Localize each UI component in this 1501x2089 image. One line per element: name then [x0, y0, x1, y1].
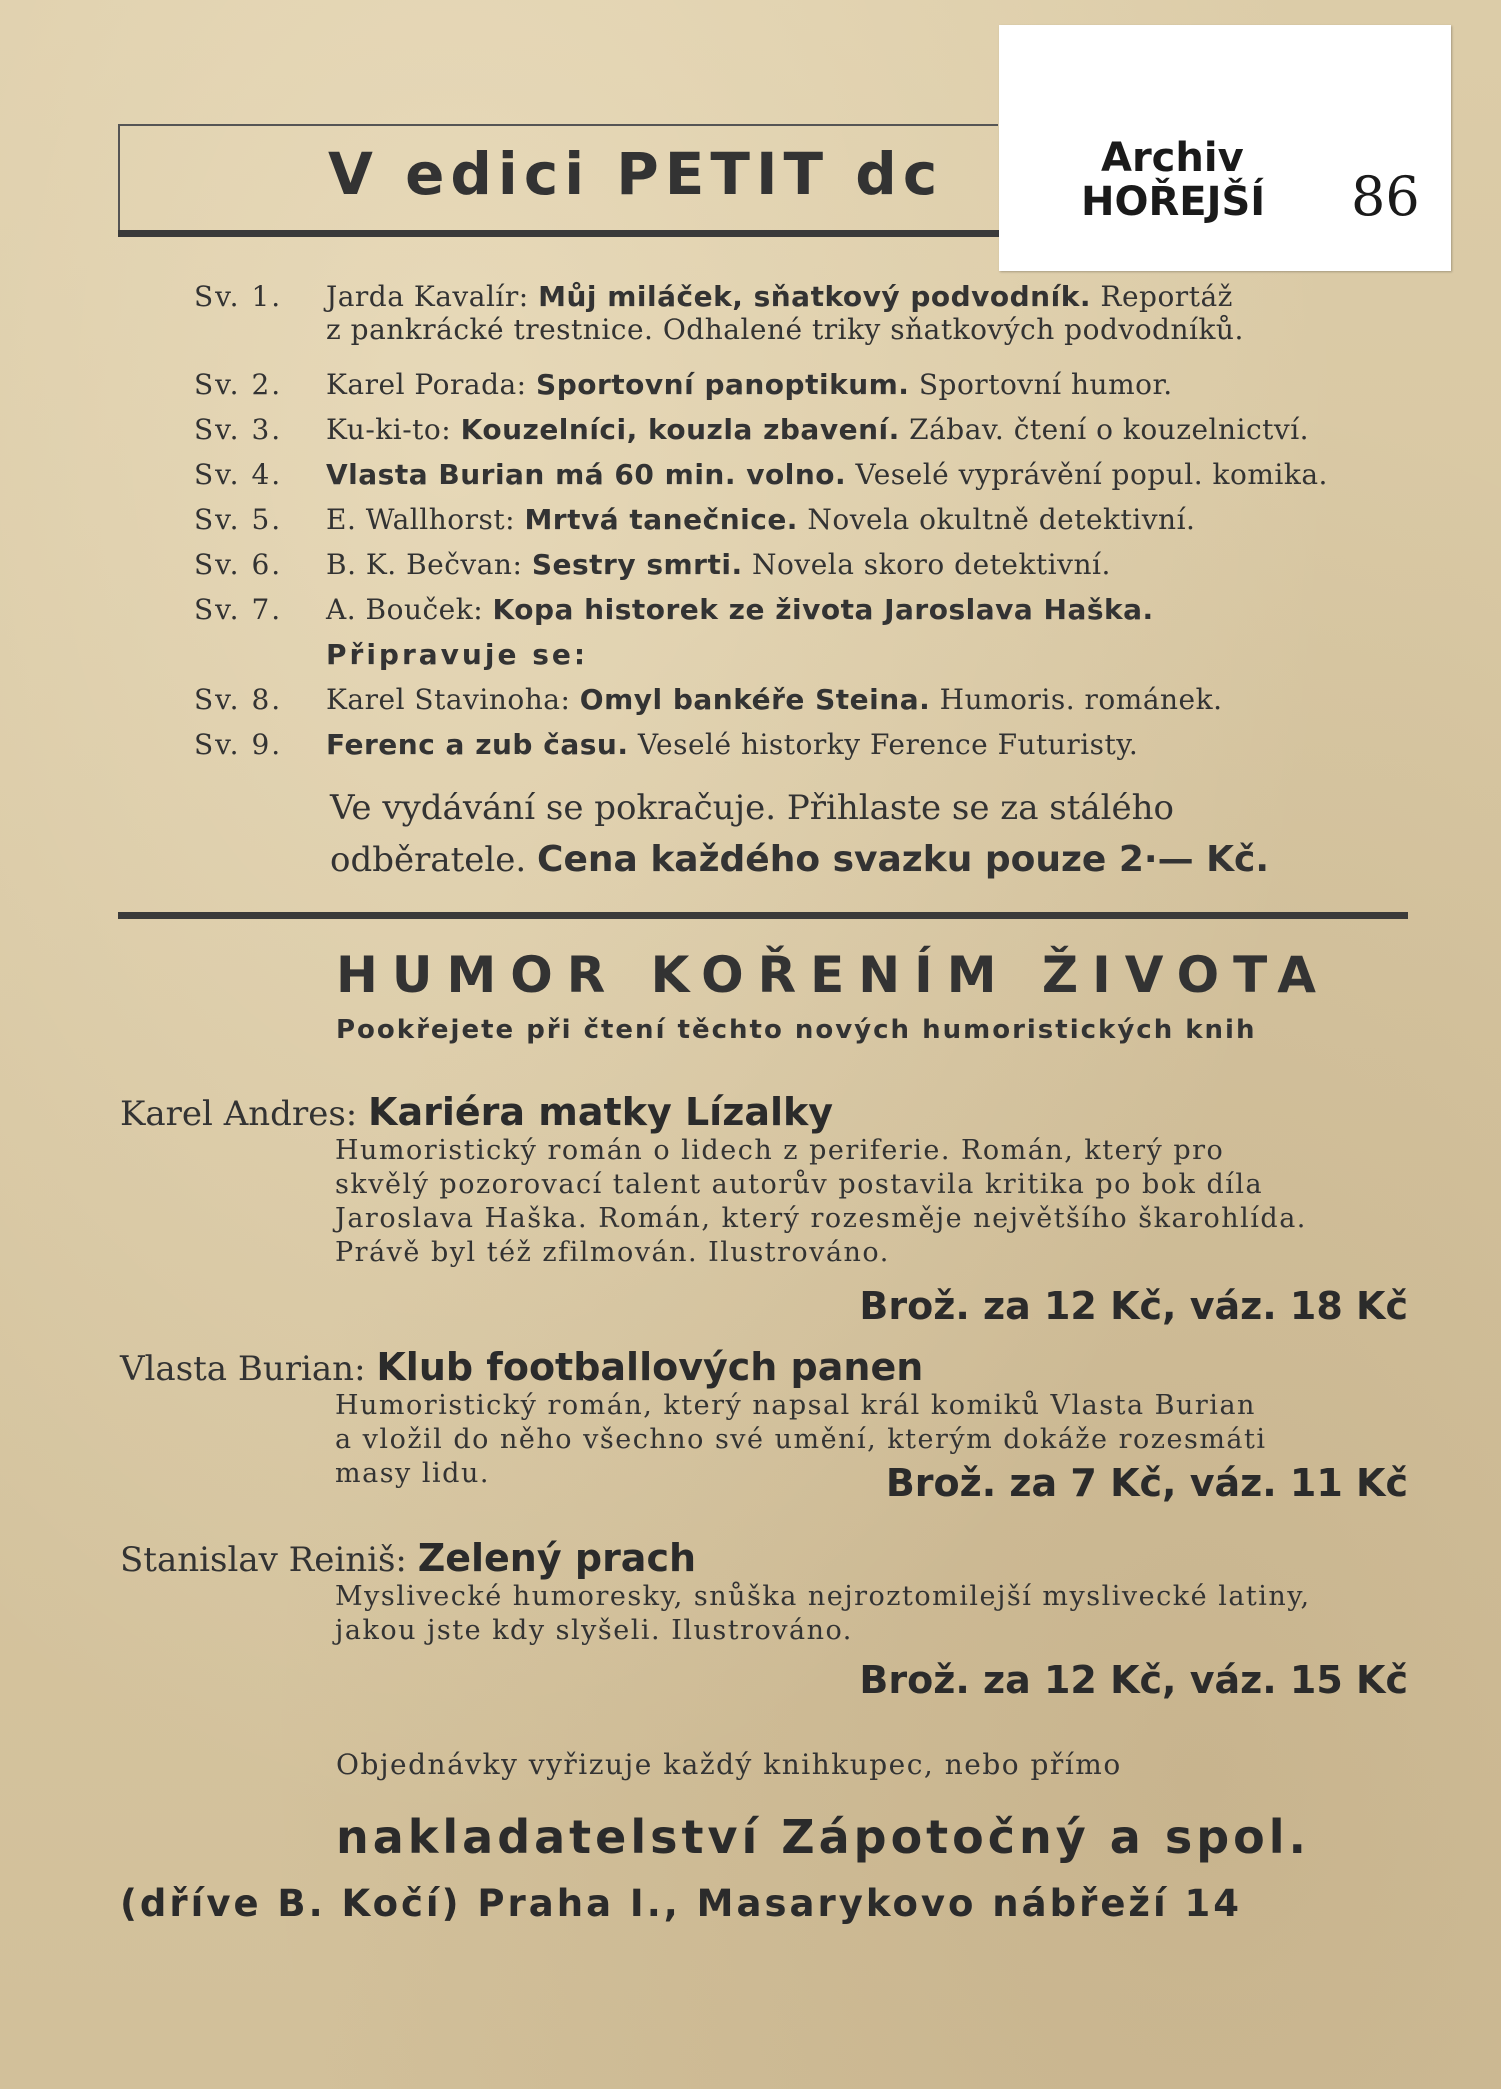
- list-item: [194, 413, 1414, 458]
- book-heading: [120, 1345, 1410, 1389]
- volume-title: Vlasta Burian má 60 min. volno.: [326, 458, 847, 491]
- volume-text: [326, 593, 1414, 626]
- volume-author: A. Bouček:: [326, 593, 484, 626]
- volume-author: E. Wallhorst:: [326, 503, 516, 536]
- volume-line2: z pankrácké trestnice. Odhalené triky sňatkových podvodníků.: [326, 313, 1244, 346]
- subscribe-line2: [330, 834, 1420, 886]
- series-title: V edici PETIT dc: [328, 140, 944, 208]
- volume-number: Sv. 7.: [194, 593, 283, 626]
- volume-number: Sv. 2.: [194, 368, 283, 401]
- volume-author: B. K. Bečvan:: [326, 548, 523, 581]
- description-line: a vložil do něho všechno své umění, kterým dokáže rozesmáti: [335, 1424, 1267, 1455]
- book-author: Karel Andres:: [120, 1094, 358, 1134]
- book-description: [335, 1580, 1410, 1648]
- description-line: skvělý pozorovací talent autorův postavila kritika po bok díla: [335, 1169, 1264, 1200]
- book-entry: [120, 1345, 1410, 1505]
- description-line: Myslivecké humoresky, snůška nejroztomilejší myslivecké latiny,: [335, 1581, 1311, 1612]
- description-line: Jaroslava Haška. Román, který rozesměje největšího škarohlída.: [335, 1203, 1307, 1234]
- volume-text: [326, 368, 1414, 401]
- book-price: Brož. za 12 Kč, váz. 15 Kč: [859, 1658, 1408, 1702]
- volume-text: [326, 548, 1414, 581]
- archive-label: [999, 25, 1451, 271]
- list-item: [194, 638, 1414, 683]
- section-subtitle: Pookřejete při čtení těchto nových humoristických knih: [336, 1015, 1257, 1045]
- publisher-address: (dříve B. Kočí) Praha I., Masarykovo nábřeží 14: [120, 1882, 1243, 1925]
- volume-title: Mrtvá tanečnice.: [524, 503, 798, 536]
- volume-title: Sestry smrti.: [531, 548, 743, 581]
- book-entry: [120, 1090, 1410, 1328]
- book-title: Klub footballových panen: [376, 1345, 924, 1389]
- book-price: Brož. za 12 Kč, váz. 18 Kč: [859, 1284, 1408, 1328]
- volume-author: Karel Stavinoha:: [326, 683, 571, 716]
- book-title: Kariéra matky Lízalky: [368, 1090, 834, 1134]
- publisher-name: nakladatelství Zápotočný a spol.: [336, 1810, 1310, 1864]
- volume-number: Sv. 6.: [194, 548, 283, 581]
- volume-title: Ferenc a zub času.: [326, 728, 629, 761]
- volume-number: Sv. 1.: [194, 280, 283, 313]
- book-heading: [120, 1536, 1410, 1580]
- volume-rest: Novela okultně detektivní.: [807, 503, 1196, 536]
- volume-number: Sv. 4.: [194, 458, 283, 491]
- list-item: [194, 728, 1414, 773]
- volume-number: Sv. 9.: [194, 728, 283, 761]
- volume-number: Sv. 3.: [194, 413, 283, 446]
- volume-number: Sv. 5.: [194, 503, 283, 536]
- book-price: Brož. za 7 Kč, váz. 11 Kč: [885, 1461, 1408, 1505]
- list-item: [194, 458, 1414, 503]
- frame-line: [118, 124, 998, 126]
- list-item: [194, 280, 1414, 368]
- list-item: [194, 548, 1414, 593]
- volume-title: Můj miláček, sňatkový podvodník.: [538, 280, 1091, 313]
- volume-rest: Sportovní humor.: [918, 368, 1173, 401]
- volume-title: Sportovní panoptikum.: [536, 368, 910, 401]
- volume-rest: Veselé historky Ference Futuristy.: [637, 728, 1139, 761]
- list-item: [194, 593, 1414, 638]
- book-heading: [120, 1090, 1410, 1134]
- subscribe-note: [330, 782, 1420, 886]
- book-entry: [120, 1536, 1410, 1702]
- divider-rule: [118, 912, 1408, 919]
- subscribe-line2-text: odběratele.: [330, 840, 527, 880]
- volume-author: Jarda Kavalír:: [326, 280, 529, 313]
- archive-number: 86: [1351, 165, 1420, 228]
- volume-rest: Novela skoro detektivní.: [752, 548, 1111, 581]
- list-item: [194, 683, 1414, 728]
- volume-text: [326, 458, 1414, 491]
- volume-author: Ku-ki-to:: [326, 413, 452, 446]
- archive-name-line1: Archiv: [1101, 135, 1244, 181]
- volume-list: [194, 280, 1414, 773]
- volume-rest: Veselé vyprávění popul. komika.: [855, 458, 1328, 491]
- volume-title: Omyl bankéře Steina.: [579, 683, 931, 716]
- description-line: Právě byl též zfilmován. Ilustrováno.: [335, 1237, 890, 1268]
- volume-rest: Zábav. čtení o kouzelnictví.: [909, 413, 1310, 446]
- book-author: Stanislav Reiniš:: [120, 1540, 407, 1580]
- subscribe-line1: Ve vydávání se pokračuje. Přihlaste se za stálého: [330, 788, 1175, 828]
- series-price: Cena každého svazku pouze 2·— Kč.: [537, 839, 1270, 880]
- description-line: Humoristický román o lidech z periferie. Román, který pro: [335, 1135, 1225, 1166]
- volume-text: [326, 503, 1414, 536]
- volume-text: [326, 683, 1414, 716]
- description-line: masy lidu.: [335, 1458, 490, 1489]
- description-line: Humoristický román, který napsal král komiků Vlasta Burian: [335, 1390, 1256, 1421]
- volume-text: [326, 280, 1414, 346]
- book-title: Zelený prach: [417, 1536, 697, 1580]
- volume-title: Kouzelníci, kouzla zbavení.: [460, 413, 900, 446]
- description-line: jakou jste kdy slyšeli. Ilustrováno.: [335, 1615, 853, 1646]
- volume-rest: Reportáž: [1100, 280, 1233, 313]
- volume-title: Kopa historek ze života Jaroslava Haška.: [492, 593, 1154, 626]
- list-item: [194, 368, 1414, 413]
- book-description: [335, 1134, 1410, 1270]
- list-item: [194, 503, 1414, 548]
- book-author: Vlasta Burian:: [120, 1349, 366, 1389]
- preparing-label: Připravuje se:: [326, 638, 589, 671]
- section-title: HUMOR KOŘENÍM ŽIVOTA: [336, 946, 1330, 1004]
- volume-rest: Humoris. románek.: [939, 683, 1223, 716]
- volume-author: Karel Porada:: [326, 368, 527, 401]
- archive-name-line2: HOŘEJŠÍ: [1081, 179, 1266, 225]
- frame-line: [118, 124, 120, 230]
- volume-text: [326, 413, 1414, 446]
- orders-note: Objednávky vyřizuje každý knihkupec, nebo přímo: [336, 1748, 1122, 1781]
- volume-text: [326, 728, 1414, 761]
- volume-number: Sv. 8.: [194, 683, 283, 716]
- archive-name: [1081, 133, 1265, 227]
